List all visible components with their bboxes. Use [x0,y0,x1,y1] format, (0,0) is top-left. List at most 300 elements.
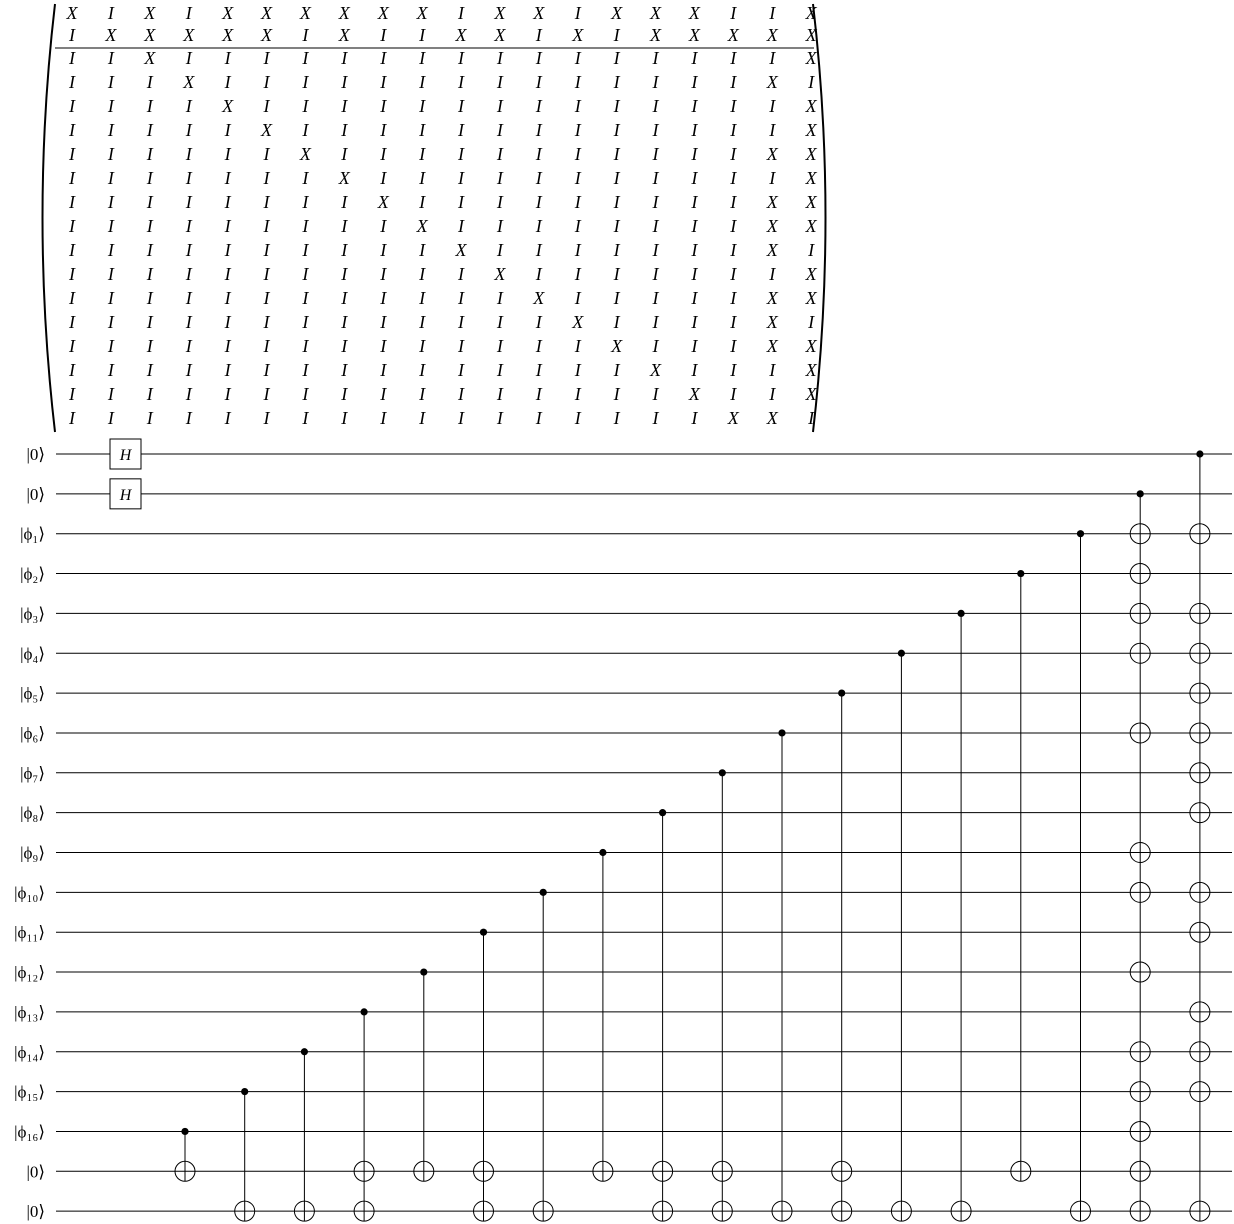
matrix-cell: X [144,25,156,45]
matrix-cell: X [222,3,234,23]
matrix-cell: I [146,168,153,188]
target-xor [1190,922,1210,942]
matrix-cell: I [107,96,114,116]
matrix-cell: X [805,3,817,23]
matrix-cell: I [107,3,114,23]
matrix-cell: X [766,216,778,236]
matrix-cell: I [185,144,192,164]
matrix-cell: I [458,168,464,188]
target-xor [772,1201,792,1221]
matrix-cell: I [691,240,698,260]
cnot-column [235,1088,255,1221]
matrix-cell: I [496,288,503,308]
cnot-column [1071,530,1091,1221]
control-dot [898,650,905,657]
matrix-cell: I [613,120,620,140]
matrix-cell: X [261,3,272,23]
matrix-cell: I [146,336,153,356]
matrix-cell: I [341,72,348,92]
matrix-cell: X [299,144,311,164]
matrix-cell: I [263,168,270,188]
target-xor [1190,1002,1210,1022]
wire-label-p5: |ϕ₅⟩ [20,684,45,704]
matrix-cell: I [146,288,153,308]
matrix-cell: I [263,288,270,308]
control-dot [420,968,427,975]
matrix-cell: I [496,384,503,404]
matrix-cell: I [185,288,192,308]
matrix-cell: I [380,25,387,45]
matrix-cell: I [302,96,309,116]
matrix-cell: I [302,336,309,356]
matrix-cell: I [808,240,815,260]
matrix-cell: I [652,264,659,284]
cnot-column [832,690,852,1222]
matrix-cell: I [652,216,659,236]
matrix-cell: I [302,312,309,332]
matrix-cell: I [185,336,192,356]
matrix-cell: I [613,96,620,116]
matrix-cell: I [263,96,270,116]
matrix-cell: I [730,360,737,380]
matrix-cell: I [613,408,620,428]
matrix-cell: I [69,360,75,380]
matrix-cell: I [224,48,231,68]
matrix-cell: I [302,288,309,308]
matrix-cell: I [380,72,387,92]
matrix-cell: X [261,25,272,45]
hadamard-label: H [119,486,132,504]
matrix-cell: I [730,336,737,356]
matrix-cell: I [730,384,737,404]
matrix-cell: X [494,25,506,45]
matrix-cell: I [380,216,387,236]
matrix-cell: I [730,120,737,140]
control-dot [719,769,726,776]
matrix-cell: I [535,360,542,380]
target-xor [1130,1121,1150,1141]
matrix-cell: I [458,72,464,92]
matrix-cell: I [380,384,387,404]
matrix-cell: X [572,25,584,45]
control-dot [778,729,785,736]
matrix-cell: I [302,192,309,212]
cnot-column [1130,490,1150,1221]
matrix-cell: I [419,72,426,92]
matrix-cell: I [574,240,581,260]
matrix-cell: I [691,288,698,308]
target-xor [653,1201,673,1221]
matrix-cell: I [458,48,464,68]
wire-label-p2: |ϕ₂⟩ [20,564,45,584]
matrix-cell: I [730,144,737,164]
matrix-cell: I [107,168,114,188]
matrix-cell: X [650,3,661,23]
matrix-cell: I [224,216,231,236]
matrix-cell: I [458,336,464,356]
matrix-cell: I [419,48,426,68]
matrix-cell: I [263,144,270,164]
matrix-cell: I [458,120,464,140]
matrix-cell: I [107,384,114,404]
matrix-cell: I [613,384,620,404]
matrix-cell: I [263,408,270,428]
matrix-cell: X [572,312,584,332]
target-xor [1190,683,1210,703]
matrix-cell: I [107,48,114,68]
matrix-cell: I [224,336,231,356]
matrix-cell: I [419,120,426,140]
matrix-cell: I [730,48,737,68]
matrix-cell: I [769,384,776,404]
matrix-cell: X [144,48,156,68]
hadamard-gate [110,439,141,469]
wire-label-p15: |ϕ₁₅⟩ [14,1082,45,1102]
matrix-cell: X [766,240,778,260]
matrix-cell: I [69,25,75,45]
matrix-cell: I [224,168,231,188]
matrix-cell: X [416,216,428,236]
matrix-cell: I [380,144,387,164]
matrix-cell: X [533,288,545,308]
matrix-cell: X [494,3,506,23]
matrix-cell: I [302,264,309,284]
control-dot [1196,450,1203,457]
matrix-cell: I [691,144,698,164]
matrix-cell: I [146,96,153,116]
matrix-cell: I [69,384,75,404]
matrix-cell: I [535,264,542,284]
target-xor [175,1161,195,1181]
target-xor [1190,1042,1210,1062]
target-xor [1130,524,1150,544]
matrix-cell: I [574,120,581,140]
matrix-cell: I [691,312,698,332]
matrix-cell: X [766,192,778,212]
matrix-cell: I [69,408,75,428]
matrix-cell: I [496,336,503,356]
matrix-cell: X [455,240,467,260]
matrix-cell: I [535,144,542,164]
target-xor [951,1201,971,1221]
matrix-cell: X [688,3,700,23]
matrix-cell: I [69,72,75,92]
matrix-cell: X [222,96,234,116]
target-xor [1130,564,1150,584]
matrix-cell: I [69,312,75,332]
target-xor [832,1201,852,1221]
matrix-cell: I [496,360,503,380]
matrix-cell: I [146,120,153,140]
matrix-cell: X [688,25,700,45]
matrix-cell: I [185,3,192,23]
matrix-cell: X [299,3,311,23]
matrix-cell: I [146,240,153,260]
circuit-wires [56,454,1232,1211]
cnot-column [951,610,971,1221]
matrix-cell: I [341,312,348,332]
matrix-cell: I [107,120,114,140]
matrix-cell: I [341,144,348,164]
matrix-cell: I [574,336,581,356]
matrix-cell: X [183,72,195,92]
matrix-cell: I [146,264,153,284]
matrix-cell: I [496,192,503,212]
target-xor [891,1201,911,1221]
matrix-cell: I [380,312,387,332]
matrix-cell: I [185,408,192,428]
matrix-cell: I [302,240,309,260]
hadamard-label: H [119,447,132,464]
matrix-cell: I [341,240,348,260]
matrix-cell: I [224,120,231,140]
matrix-cell: X [766,72,778,92]
target-xor [414,1161,434,1181]
target-xor [653,1161,673,1181]
wire-label-p11: |ϕ₁₁⟩ [14,923,45,943]
control-dot [1077,530,1084,537]
matrix-cell: I [380,240,387,260]
matrix-cell: I [419,96,426,116]
matrix-cell: I [185,192,192,212]
matrix-cell: I [107,408,114,428]
matrix-cell: I [574,288,581,308]
matrix-cell: I [652,192,659,212]
matrix-cell: I [496,312,503,332]
matrix-cell: I [535,120,542,140]
control-dot [1137,490,1144,497]
target-xor [1190,1082,1210,1102]
matrix-cell: I [808,312,815,332]
matrix-cell: I [69,216,75,236]
matrix-cell: I [652,336,659,356]
matrix-cell: I [224,72,231,92]
control-dot [540,889,547,896]
matrix-cell: I [652,144,659,164]
matrix-cell: I [263,240,270,260]
cnot-column [294,1048,314,1221]
matrix-cell: I [808,72,815,92]
matrix-cell: I [458,96,464,116]
matrix-cell: I [458,192,464,212]
matrix-cell: I [496,144,503,164]
matrix-cell: I [341,48,348,68]
target-xor [474,1201,494,1221]
matrix-cell: I [652,408,659,428]
matrix-cell: X [183,25,195,45]
target-xor [1011,1161,1031,1181]
matrix-cell: I [613,288,620,308]
matrix-cell: I [458,384,464,404]
matrix-cell: I [691,408,698,428]
target-xor [593,1161,613,1181]
control-dot [599,849,606,856]
matrix-cell: X [805,216,817,236]
matrix-cell: I [574,3,581,23]
matrix-cell: X [222,25,234,45]
matrix-cell: I [458,408,464,428]
matrix-cell: I [107,360,114,380]
matrix-cell: I [380,96,387,116]
matrix-cell: X [377,192,389,212]
wire-label-p1: |ϕ₁⟩ [20,524,45,544]
matrix-cell: X [805,168,817,188]
matrix-cell: I [185,360,192,380]
matrix-cell: I [652,168,659,188]
matrix-cell: I [730,288,737,308]
matrix-cell: X [688,384,700,404]
matrix-cell: I [185,312,192,332]
matrix-cell: I [574,360,581,380]
matrix-cell: I [380,264,387,284]
matrix-cell: I [69,264,75,284]
matrix-cell: I [613,360,620,380]
matrix-cell: I [380,168,387,188]
matrix-cell: I [224,384,231,404]
matrix-cell: X [766,144,778,164]
matrix-cell: I [107,72,114,92]
target-xor [474,1161,494,1181]
matrix-cell: I [730,216,737,236]
matrix-cell: X [805,336,817,356]
matrix-cell: I [419,192,426,212]
matrix-cell: I [691,192,698,212]
matrix-cell: I [107,264,114,284]
matrix-cell: I [613,48,620,68]
matrix-cell: I [535,312,542,332]
matrix-cell: I [574,408,581,428]
matrix-cell: I [224,288,231,308]
cnot-column [1190,450,1210,1221]
matrix-cell: I [380,288,387,308]
matrix-cell: I [496,216,503,236]
matrix-cell: I [535,240,542,260]
matrix-cell: I [496,240,503,260]
matrix-cell: I [302,72,309,92]
matrix-cell: I [185,48,192,68]
matrix-cell: I [263,360,270,380]
matrix-cell: I [263,216,270,236]
matrix-cell: I [146,216,153,236]
matrix-cell: I [107,288,114,308]
matrix-cell: I [691,360,698,380]
matrix-cell: I [263,312,270,332]
target-xor [1071,1201,1091,1221]
target-xor [1130,603,1150,623]
matrix-cell: X [611,3,623,23]
matrix-cell: I [496,72,503,92]
matrix-cell: I [263,384,270,404]
matrix-cell: I [380,360,387,380]
matrix-cell: I [535,72,542,92]
matrix-cell: I [769,3,776,23]
matrix-cell: I [458,216,464,236]
matrix-cell: X [338,25,350,45]
matrix-cell: I [652,72,659,92]
matrix-cell: I [535,25,542,45]
matrix-cell: I [613,264,620,284]
matrix-cell: I [419,360,426,380]
matrix-cell: I [652,96,659,116]
matrix-cell: I [652,240,659,260]
target-xor [712,1161,732,1181]
matrix-cell: I [613,312,620,332]
target-xor [1130,1161,1150,1181]
matrix-cell: I [535,408,542,428]
matrix-cell: I [419,312,426,332]
matrix-cell: I [458,3,464,23]
cnot-column [712,769,732,1221]
matrix-cell: I [496,408,503,428]
target-xor [1130,843,1150,863]
matrix-cell: I [185,168,192,188]
matrix-cell: I [652,312,659,332]
matrix-cell: I [613,25,620,45]
matrix-cell: I [458,288,464,308]
matrix-cell: I [302,48,309,68]
matrix-cell: I [574,264,581,284]
matrix-cell: I [535,48,542,68]
target-xor [1190,723,1210,743]
matrix-cell: X [416,3,428,23]
matrix-cell: I [769,264,776,284]
matrix-cell: I [263,72,270,92]
matrix-cell: I [574,48,581,68]
matrix-cell: X [805,96,817,116]
matrix-cell: I [146,144,153,164]
matrix-cell: X [766,336,778,356]
matrix-cell: I [224,264,231,284]
matrix-cell: X [455,25,467,45]
matrix-cell: I [458,312,464,332]
wire-labels [14,445,45,1221]
matrix-cell: I [574,72,581,92]
matrix-cell: I [691,96,698,116]
matrix-cell: X [805,144,817,164]
matrix-cell: I [769,120,776,140]
matrix-cell: I [652,48,659,68]
matrix-cell: X [611,336,623,356]
matrix-cell: I [224,144,231,164]
matrix-cell: I [302,25,309,45]
matrix-cell: I [574,192,581,212]
matrix-cell: I [808,408,815,428]
matrix-cell: X [727,408,739,428]
matrix-cell: I [496,96,503,116]
matrix-cell: I [613,240,620,260]
matrix-cell: X [805,288,817,308]
target-xor [1190,524,1210,544]
wire-label-p12: |ϕ₁₂⟩ [14,963,45,983]
matrix-cell: X [766,25,778,45]
cnot-column [414,968,434,1181]
matrix-cell: X [105,25,117,45]
wire-label-b2: |0⟩ [26,1202,45,1222]
wire-label-p13: |ϕ₁₃⟩ [14,1002,45,1022]
circuit-gates [110,439,1210,1221]
matrix-cell: X [805,48,817,68]
matrix-cell: I [730,3,737,23]
matrix-cell: I [69,168,75,188]
matrix-cell: I [263,336,270,356]
matrix-cell: X [377,3,389,23]
matrix-cell: I [380,408,387,428]
matrix-cell: I [613,192,620,212]
matrix-cell: I [302,360,309,380]
matrix-cell: I [146,192,153,212]
matrix-cell: X [533,3,545,23]
matrix-cell: I [146,312,153,332]
